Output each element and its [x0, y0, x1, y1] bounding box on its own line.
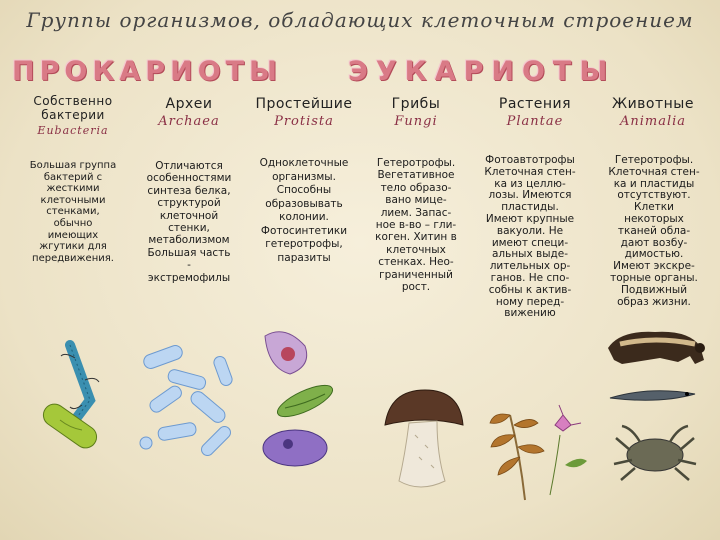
column-name: Растения [498, 96, 572, 112]
description-plantae: Фотоавтотрофы Клеточная стен- ка из целлю- лозы. Имеются пластиды. Имеют крупные вакуоли. Не имеют специ- альных выде- лительных ор- ганов. Не спо- собны к актив- ному перед- вижению [484, 154, 576, 320]
column-latin-name: Archaea [158, 114, 220, 129]
bacteria-icon [30, 340, 130, 470]
column-name: Собственно бактерии [33, 94, 113, 122]
description-eubacteria: Большая группа бактерий с жесткими клеточными стенками, обычно имеющих жгутики для передвижения. [29, 160, 117, 264]
protist-icon [250, 326, 360, 476]
column-header-protista [245, 96, 363, 129]
column-latin-name: Plantae [506, 114, 564, 129]
column-header-archaea [135, 96, 243, 129]
prokaryotes-heading: ПРОКАРИОТЫ [12, 56, 283, 87]
column-latin-name: Eubacteria [37, 124, 109, 137]
archaea-cells-icon [138, 345, 248, 465]
column-header-animalia [594, 96, 712, 129]
column-name: Простейшие [255, 96, 353, 112]
column-header-plantae [480, 96, 590, 129]
column-latin-name: Protista [274, 114, 334, 129]
eukaryotes-heading: ЭУКАРИОТЫ [348, 56, 616, 87]
mushroom-icon [375, 385, 470, 495]
column-latin-name: Animalia [619, 114, 687, 129]
column-latin-name: Fungi [394, 114, 438, 129]
column-header-eubacteria [18, 94, 128, 137]
column-header-fungi [366, 96, 466, 129]
page-title: Группы организмов, обладающих клеточным строением [26, 8, 694, 32]
description-protista: Одноклеточные организмы. Способны образовывать колонии. Фотосинтетики гетеротрофы, паразиты [259, 157, 349, 264]
plant-icon [470, 375, 590, 505]
column-name: Животные [612, 96, 694, 112]
description-archaea: Отличаются особенностями синтеза белка, структурой клеточной стенки, метаболизмом Большая часть - экстремофилы [146, 160, 232, 284]
animal-icon [600, 320, 715, 490]
column-name: Грибы [391, 96, 441, 112]
description-animalia: Гетеротрофы. Клеточная стен- ка и пластиды отсутствуют. Клетки некоторых тканей обла- дают возбу- димостью. Имеют экскре- торные органы. Подвижный образ жизни. [608, 154, 700, 308]
column-name: Археи [165, 96, 213, 112]
description-fungi: Гетеротрофы. Вегетативное тело образо- вано мице- лием. Запас- ное в-во – гли- коген. Хитин в клеточных стенках. Нео- граниченный рост. [375, 157, 457, 294]
